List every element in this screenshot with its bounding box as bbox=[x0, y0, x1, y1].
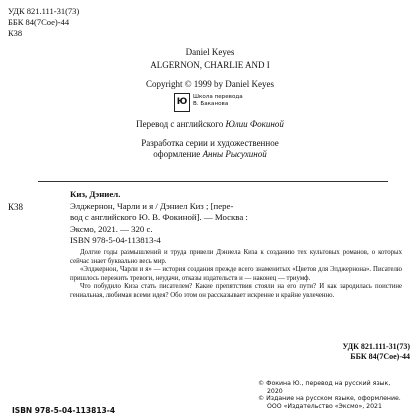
rights-line-2: 2020 bbox=[267, 387, 283, 395]
classification-codes bbox=[8, 6, 79, 39]
design-line-1: Разработка серии и художественное bbox=[141, 138, 279, 148]
catalog-author: Киз, Дэниел. bbox=[70, 189, 121, 199]
summary-paragraph-2: «Элджернон, Чарли и я» — история создания прежде всего знаменитых «Цветов для Элджернона». Писателю пришлось пережить тревоги, неудачи, отказы издательств и — наконец — триумф. bbox=[70, 266, 402, 282]
rights-notice bbox=[258, 380, 408, 410]
rights-line-4: ООО «Издательство «Эксмо», 2021 bbox=[267, 402, 382, 410]
copyright-line: Copyright © 1999 by Daniel Keyes bbox=[145, 79, 275, 89]
logo-text bbox=[193, 94, 243, 108]
catalog-code: К38 bbox=[8, 202, 24, 212]
logo-mark: Ю bbox=[174, 93, 190, 112]
book-summary bbox=[70, 249, 402, 301]
design-line-2 bbox=[0, 149, 420, 160]
author-sign-code: К38 bbox=[8, 28, 23, 38]
design-credit bbox=[0, 138, 420, 160]
catalog-isbn: ISBN 978-5-04-113813-4 bbox=[70, 235, 161, 245]
bbk-code: ББК 84(7Сое)-44 bbox=[8, 17, 70, 27]
catalog-desc-2: вод с английского Ю. В. Фокиной]. — Москва : bbox=[70, 212, 248, 222]
catalog-entry bbox=[70, 189, 400, 235]
translation-prefix: Перевод с английского bbox=[136, 119, 224, 129]
original-author: Daniel Keyes bbox=[185, 47, 235, 57]
summary-paragraph-1: Долгие годы размышлений и труда привели Дэниела Киза к созданию тех культовых романов, о которых сейчас знает буквально весь мир. bbox=[70, 249, 402, 265]
summary-paragraph-3: Что побудило Киза стать писателем? Какие препятствия стояли на его пути? И как зародилась поистине гениальная, любимая всеми идея? Обо этом он рассказывает искренне и крайне увлеченно. bbox=[70, 283, 402, 299]
bottom-isbn: ISBN 978-5-04-113813-4 bbox=[12, 406, 116, 415]
divider bbox=[38, 181, 388, 182]
rights-line-3: © Издание на русском языке, оформление. bbox=[258, 395, 401, 403]
translation-school-logo bbox=[174, 93, 254, 111]
bbk-code-right: ББК 84(7Сое)-44 bbox=[350, 352, 410, 361]
translator-name: Юлии Фокиной bbox=[225, 119, 284, 129]
designer-name: Анны Рысухиной bbox=[202, 149, 267, 159]
udk-code: УДК 821.111-31(73) bbox=[8, 6, 80, 16]
translation-credit bbox=[0, 119, 420, 129]
original-title: ALGERNON, CHARLIE AND I bbox=[150, 60, 270, 70]
udk-code-right: УДК 821.111-31(73) bbox=[342, 342, 410, 351]
rights-line-1: © Фокина Ю., перевод на русский язык, bbox=[258, 380, 391, 387]
design-prefix: оформление bbox=[153, 149, 201, 159]
catalog-desc-3: Эксмо, 2021. — 320 с. bbox=[70, 223, 153, 234]
catalog-desc-1: Элджернон, Чарли и я / Дэниел Киз ; [пере- bbox=[70, 200, 234, 211]
classification-codes-right bbox=[343, 342, 410, 362]
logo-line-1: Школа перевода bbox=[193, 94, 243, 100]
logo-line-2: В. Баканова bbox=[193, 101, 229, 107]
